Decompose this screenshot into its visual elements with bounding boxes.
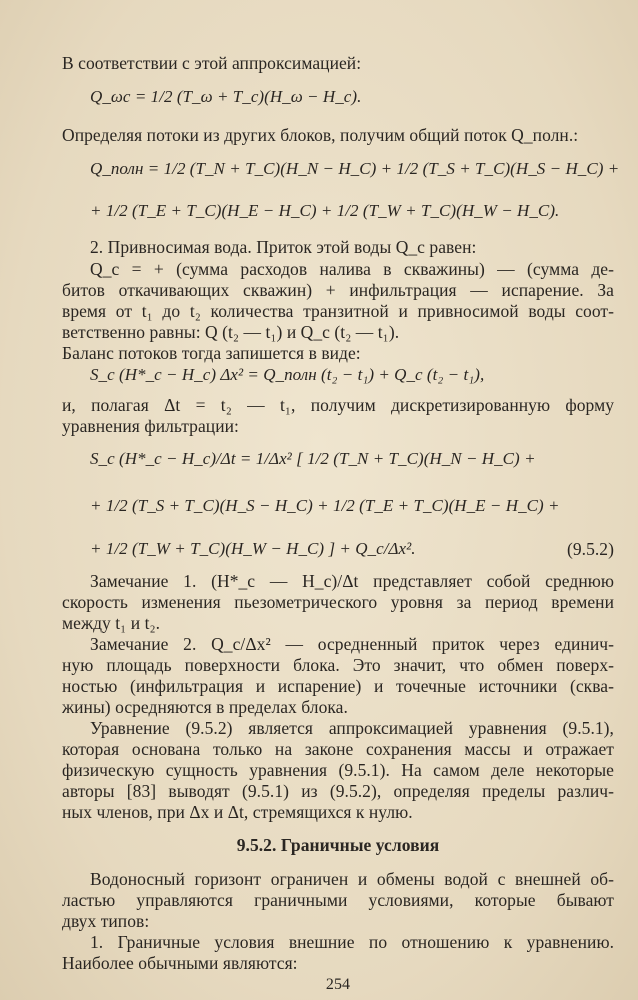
text-line: Q_c = + (сумма расходов налива в скважины) — (сумма де- bbox=[90, 259, 614, 279]
text-line: между t₁ и t₂. bbox=[62, 613, 161, 633]
text-line: ностью (инфильтрация и испарение) и точечные источники (сква- bbox=[62, 676, 614, 696]
formula-line: Q_полн = 1/2 (T_N + T_C)(H_N − H_C) + 1/2 (T_S + T_C)(H_S − H_C) + bbox=[90, 159, 620, 178]
equation-number: (9.5.2) bbox=[566, 539, 614, 559]
text-line: скорость изменения пьезометрического уровня за период времени bbox=[62, 592, 614, 612]
text-line: Уравнение (9.5.2) является аппроксимацией уравнения (9.5.1), bbox=[90, 718, 614, 738]
text-line: ветственно равны: Q (t₂ — t₁) и Q_c (t₂ — t₁). bbox=[62, 322, 400, 342]
text-line: физическую сущность уравнения (9.5.1). На самом деле некоторые bbox=[62, 760, 614, 780]
formula-line: + 1/2 (T_S + T_C)(H_S − H_C) + 1/2 (T_E + T_C)(H_E − H_C) + bbox=[90, 496, 560, 515]
formula-line: Q_ωc = 1/2 (T_ω + T_c)(H_ω − H_c). bbox=[90, 87, 362, 106]
text-line: уравнения фильтрации: bbox=[62, 416, 239, 436]
text-line: Водоносный горизонт ограничен и обмены водой с внешней об- bbox=[90, 869, 614, 889]
text-line: Баланс потоков тогда запишется в виде: bbox=[62, 343, 361, 363]
text-line: В соответствии с этой аппроксимацией: bbox=[62, 53, 362, 73]
text-line: битов откачивающих скважин) + инфильтрация — испарение. За bbox=[62, 280, 614, 300]
formula-line: S_c (H*_c − H_c)/Δt = 1/Δx² [ 1/2 (T_N + T_C)(H_N − H_C) + bbox=[90, 449, 536, 468]
text-line: авторы [83] выводят (9.5.1) из (9.5.2), определяя пределы различ- bbox=[62, 781, 614, 801]
text-line: время от t₁ до t₂ количества транзитной и привносимой воды соот- bbox=[62, 301, 614, 321]
formula-line: + 1/2 (T_W + T_C)(H_W − H_C) ] + Q_c/Δx². bbox=[90, 539, 416, 558]
text-line: ную площадь поверхности блока. Это значит, что обмен поверх- bbox=[62, 655, 614, 675]
note-line: Замечание 2. Q_c/Δx² — осредненный приток через единич- bbox=[90, 634, 614, 654]
text-line: ных членов, при Δx и Δt, стремящихся к нулю. bbox=[62, 802, 413, 822]
text-line: двух типов: bbox=[62, 911, 150, 931]
page-number: 254 bbox=[325, 976, 351, 993]
text-line: 2. Привносимая вода. Приток этой воды Q_c равен: bbox=[90, 237, 477, 257]
note-line: Замечание 1. (H*_c — H_c)/Δt представляет собой среднюю bbox=[90, 571, 614, 591]
text-line: которая основана только на законе сохранения массы и отражает bbox=[62, 739, 614, 759]
text-line: Определяя потоки из других блоков, получим общий поток Q_полн.: bbox=[62, 125, 579, 145]
section-heading: 9.5.2. Граничные условия bbox=[236, 835, 440, 855]
text-line: 1. Граничные условия внешние по отношению к уравнению. bbox=[90, 932, 614, 952]
text-line: ластью управляются граничными условиями, которые бывают bbox=[62, 890, 614, 910]
formula-line: + 1/2 (T_E + T_C)(H_E − H_C) + 1/2 (T_W + T_C)(H_W − H_C). bbox=[90, 201, 560, 220]
text-line: Наиболее обычными являются: bbox=[62, 953, 298, 973]
formula-line: S_c (H*_c − H_c) Δx² = Q_полн (t₂ − t₁) + Q_c (t₂ − t₁), bbox=[90, 365, 485, 384]
text-line: и, полагая Δt = t₂ — t₁, получим дискретизированную форму bbox=[62, 395, 614, 415]
text-line: жины) осредняются в пределах блока. bbox=[62, 697, 348, 717]
